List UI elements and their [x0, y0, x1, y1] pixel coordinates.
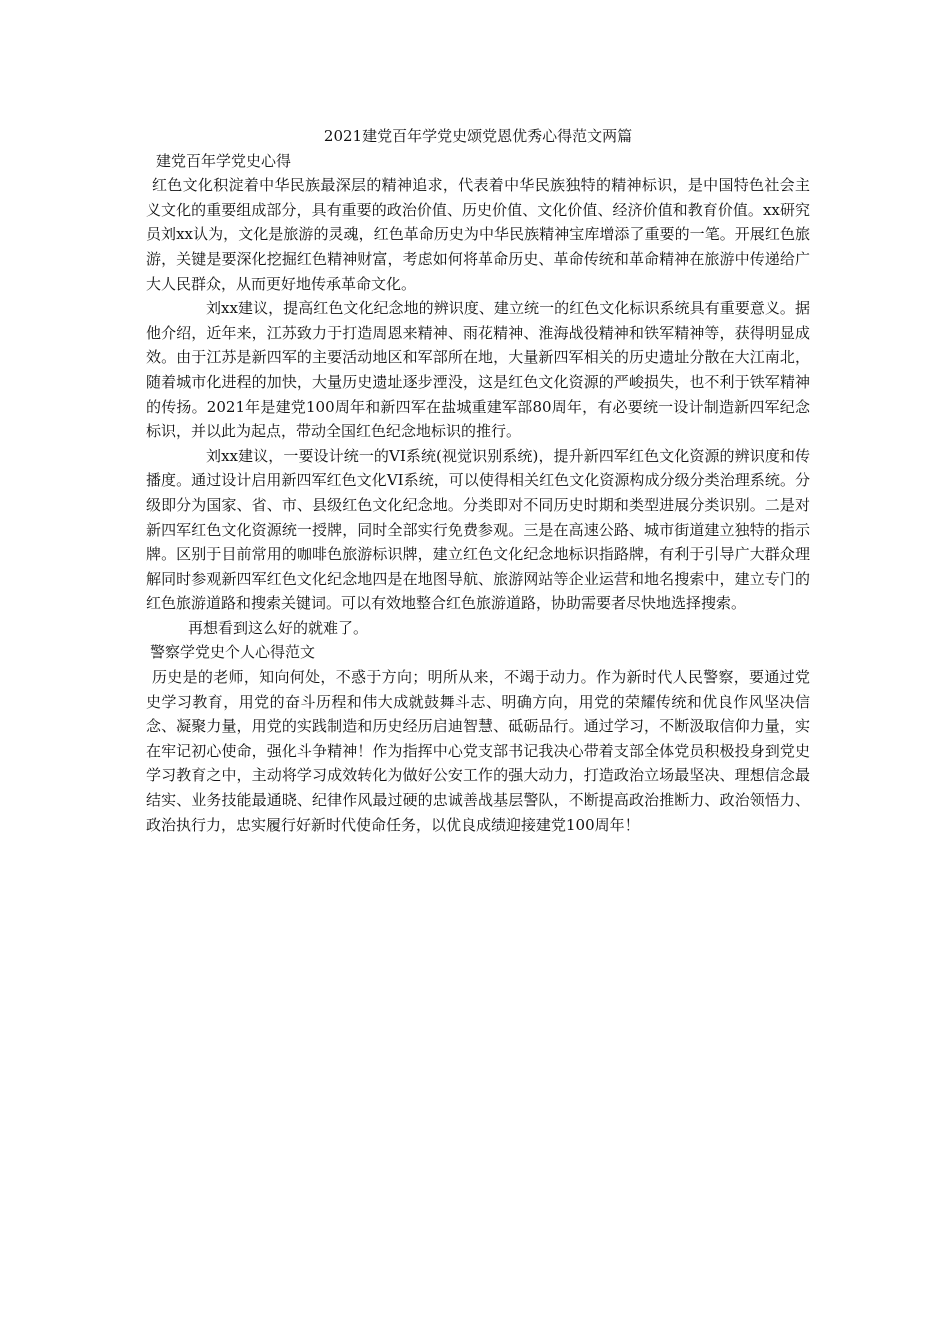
paragraph: 刘xx建议，提高红色文化纪念地的辨识度、建立统一的红色文化标识系统具有重要意义。据他介绍，近年来，江苏致力于打造周恩来精神、雨花精神、淮海战役精神和铁军精神等，获得明显成效。由于江苏是新四军的主要活动地区和军部所在地，大量新四军相关的历史遗址分散在大江南北，随着城市化进程的加快，大量历史遗址逐步湮没，这是红色文化资源的严峻损失，也不利于铁军精神的传扬。2021年是建党100周年和新四军在盐城重建军部80周年，有必要统一设计制造新四军纪念标识，并以此为起点，带动全国红色纪念地标识的推行。	[146, 299, 810, 441]
paragraph: 历史是的老师，知向何处，不惑于方向；明所从来，不竭于动力。作为新时代人民警察，要通过党史学习教育，用党的奋斗历程和伟大成就鼓舞斗志、明确方向，用党的荣耀传统和优良作风坚决信念、凝聚力量，用党的实践制造和历史经历启迪智慧、砥砺品行。通过学习，不断汲取信仰力量，实在牢记初心使命，强化斗争精神！作为指挥中心党支部书记我决心带着支部全体党员积极投身到党史学习教育之中，主动将学习成效转化为做好公安工作的强大动力，打造政治立场最坚决、理想信念最结实、业务技能最通晓、纪律作风最过硬的忠诚善战基层警队，不断提高政治推断力、政治领悟力、政治执行力，忠实履行好新时代使命任务，以优良成绩迎接建党100周年！	[146, 668, 810, 834]
section-heading: 警察学党史个人心得范文	[150, 643, 316, 662]
paragraph: 再想看到这么好的就难了。	[188, 618, 369, 637]
document-title: 2021建党百年学党史颂党恩优秀心得范文两篇	[323, 127, 633, 145]
section-heading: 建党百年学党史心得	[156, 151, 292, 170]
paragraph: 刘xx建议，一要设计统一的VI系统(视觉识别系统)，提升新四军红色文化资源的辨识度和传播度。通过设计启用新四军红色文化VI系统，可以使得相关红色文化资源构成分级分类治理系统。分级即分为国家、省、市、县级红色文化纪念地。分类即对不同历史时期和类型进展分类识别。二是对新四军红色文化资源统一授牌，同时全部实行免费参观。三是在高速公路、城市街道建立独特的指示牌。区别于目前常用的咖啡色旅游标识牌，建立红色文化纪念地标识指路牌，有利于引导广大群众理解同时参观新四军红色文化纪念地四是在地图导航、旅游网站等企业运营和地名搜索中，建立专门的红色旅游道路和搜索关键词。可以有效地整合红色旅游道路，协助需要者尽快地选择搜索。	[146, 446, 810, 613]
paragraph: 红色文化积淀着中华民族最深层的精神追求，代表着中华民族独特的精神标识，是中国特色社会主义文化的重要组成部分，具有重要的政治价值、历史价值、文化价值、经济价值和教育价值。xx研究员刘xx认为，文化是旅游的灵魂，红色革命历史为中华民族精神宝库增添了重要的一笔。开展红色旅游，关键是要深化挖掘红色精神财富，考虑如何将革命历史、革命传统和革命精神在旅游中传递给广大人民群众，从而更好地传承革命文化。	[146, 176, 810, 293]
document-body	[146, 124, 810, 837]
